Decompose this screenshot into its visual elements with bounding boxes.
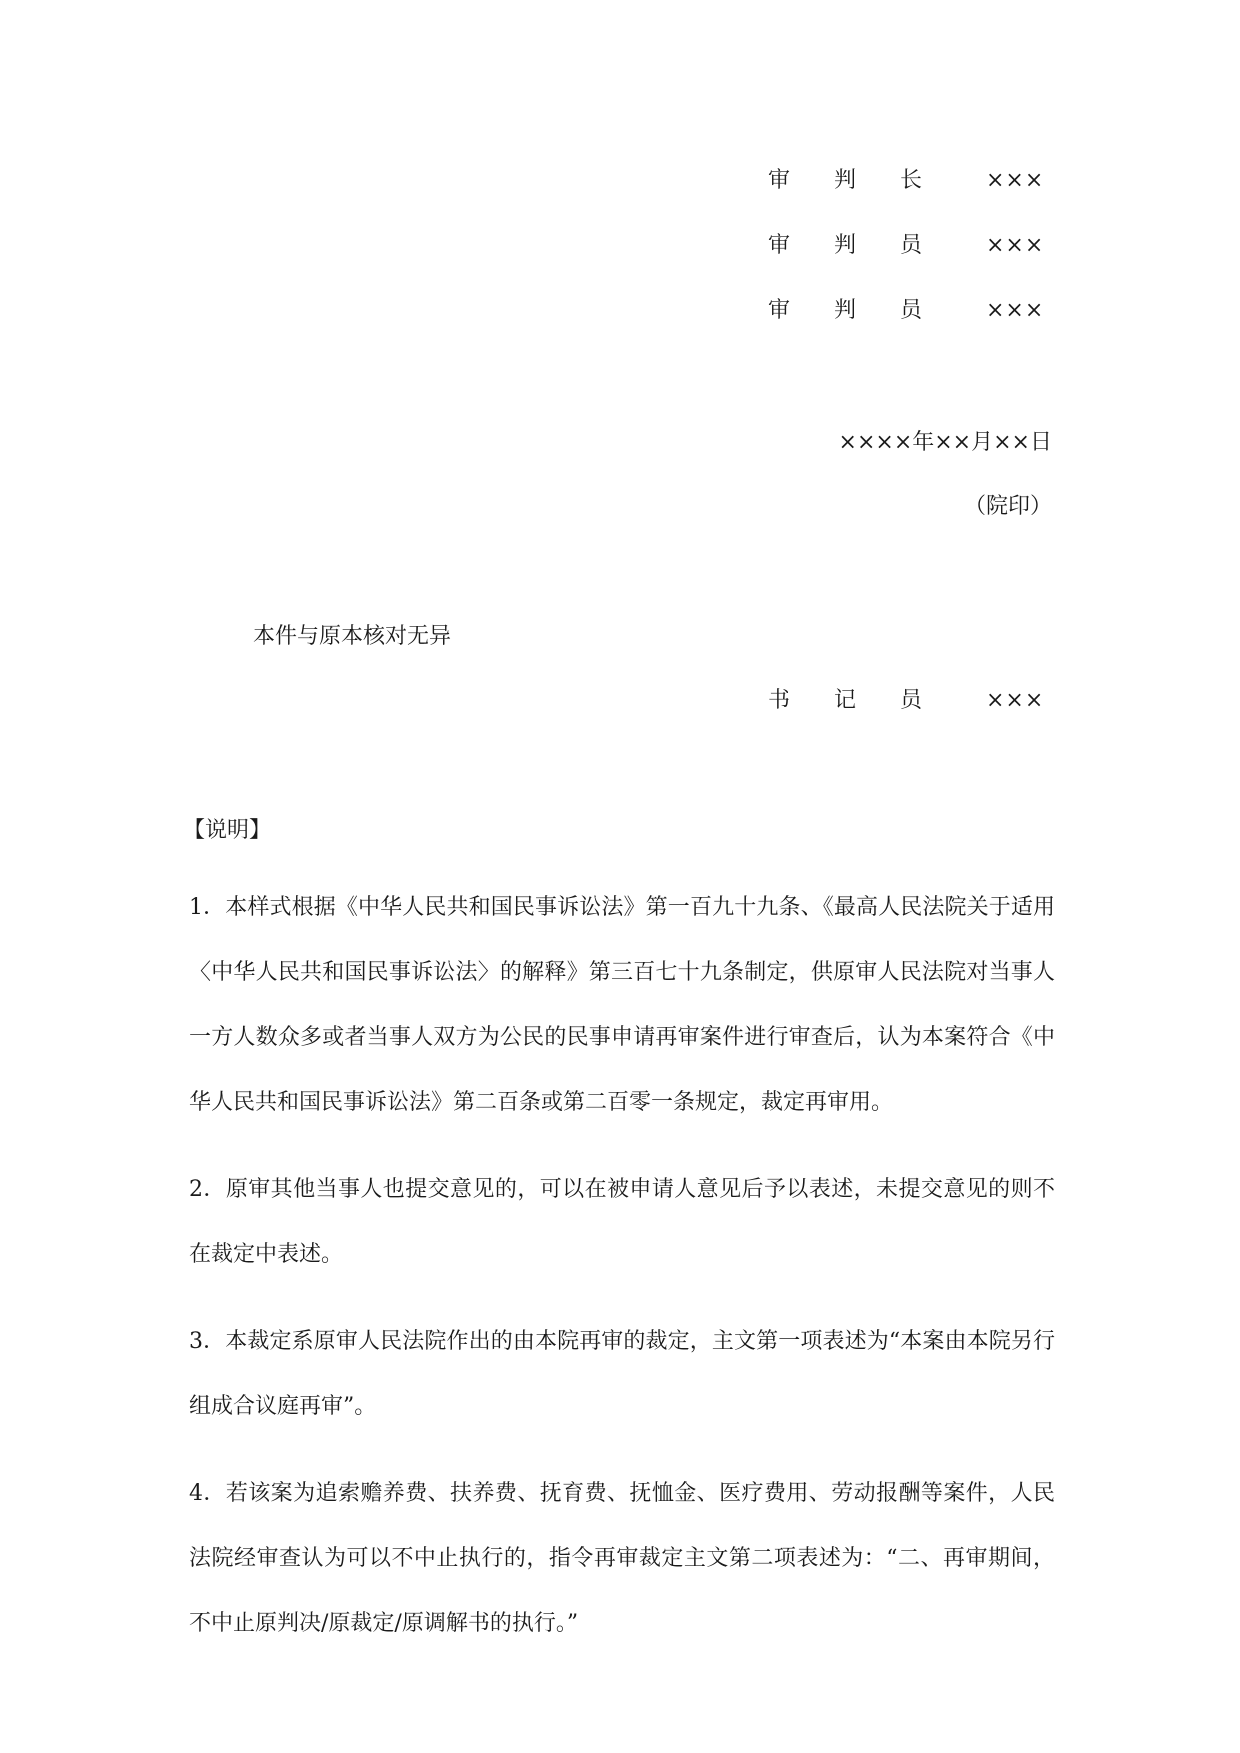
court-seal-note: （院印）	[963, 494, 1052, 519]
signature-name: ×××	[986, 168, 1045, 193]
signature-presiding-judge	[0, 161, 1240, 201]
note-item: 1．本样式根据《中华人民共和国民事诉讼法》第一百九十九条、《最高人民法院关于适用〈中华人民共和国民事诉讼法〉的解释》第三百七十九条制定，供原审人民法院对当事人一方人数众多或者当事人双方为公民的民事申请再审案件进行审查后，认为本案符合《中华人民共和国民事诉讼法》第二百条或第二百零一条规定，裁定再审用。	[189, 895, 1055, 1115]
signature-name: ×××	[986, 688, 1045, 713]
note-item: 4．若该案为追索赡养费、扶养费、抚育费、抚恤金、医疗费用、劳动报酬等案件，人民法院经审查认为可以不中止执行的，指令再审裁定主文第二项表述为：“二、再审期间，不中止原判决/原裁定/原调解书的执行。”	[189, 1481, 1055, 1636]
signature-role	[768, 161, 922, 201]
role-char: 书	[768, 688, 791, 713]
signature-judge-2	[0, 291, 1240, 331]
signature-judge-1	[0, 226, 1240, 266]
note-item: 3．本裁定系原审人民法院作出的由本院再审的裁定，主文第一项表述为“本案由本院另行组成合议庭再审”。	[189, 1329, 1055, 1419]
verification-statement: 本件与原本核对无异	[253, 624, 452, 649]
role-char: 员	[899, 688, 922, 713]
notes-section	[183, 811, 1055, 1656]
role-char: 判	[833, 298, 856, 323]
signature-role	[768, 681, 922, 721]
role-char: 审	[768, 168, 791, 193]
signature-name: ×××	[986, 233, 1045, 258]
role-char: 审	[768, 298, 791, 323]
role-char: 员	[899, 233, 922, 258]
role-char: 审	[768, 233, 791, 258]
role-char: 员	[899, 298, 922, 323]
signature-role	[768, 226, 922, 266]
role-char: 判	[833, 233, 856, 258]
role-char: 长	[899, 168, 922, 193]
signature-clerk	[0, 681, 1240, 721]
signature-name: ×××	[986, 298, 1045, 323]
document-date: ××××年××月××日	[838, 430, 1052, 455]
role-char: 判	[833, 168, 856, 193]
role-char: 记	[833, 688, 856, 713]
signature-role	[768, 291, 922, 331]
note-item: 2．原审其他当事人也提交意见的，可以在被申请人意见后予以表述，未提交意见的则不在裁定中表述。	[189, 1177, 1055, 1267]
notes-title: 【说明】	[183, 818, 272, 843]
